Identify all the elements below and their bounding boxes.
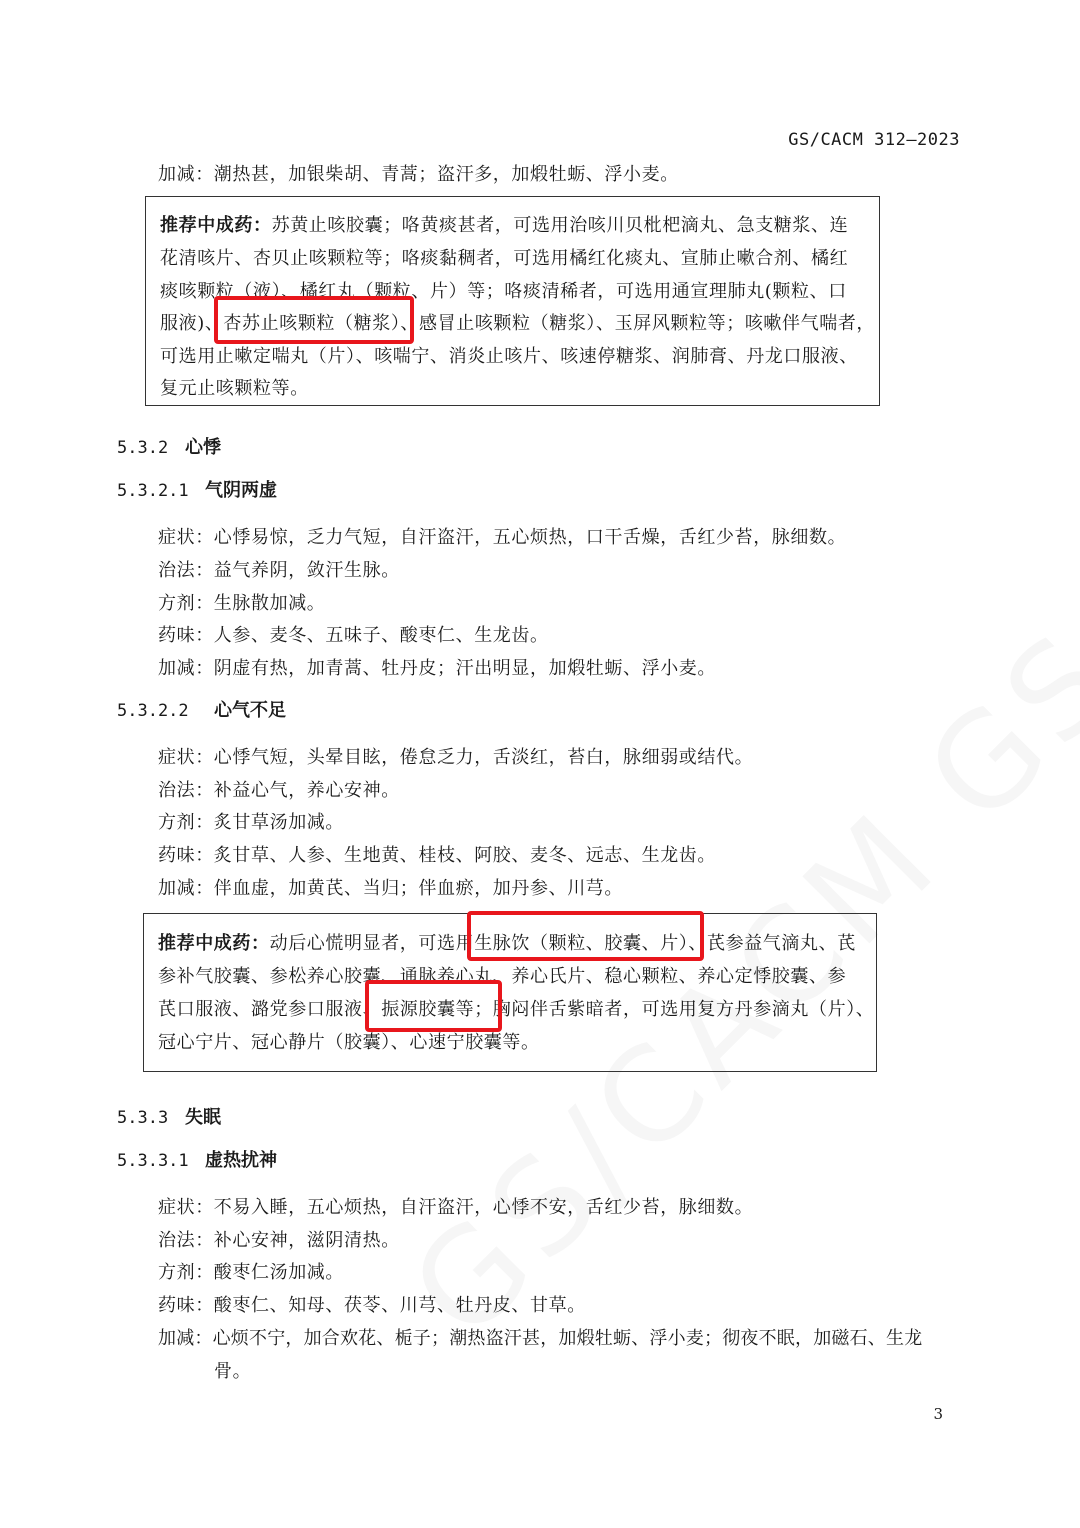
section-heading: 5.3.3 失眠 xyxy=(117,1107,221,1128)
box-label: 推荐中成药： xyxy=(160,215,272,236)
subsection-heading: 5.3.2.1 气阴两虚 xyxy=(117,480,277,501)
box-line: 花清咳片、杏贝止咳颗粒等；咯痰黏稠者，可选用橘红化痰丸、宣肺止嗽合剂、橘红 xyxy=(160,248,849,269)
box-line: 参补气胶囊、参松养心胶囊、通脉养心丸、养心氏片、稳心颗粒、养心定悸胶囊、参 xyxy=(158,966,847,987)
body-line: 加减：心烦不宁，加合欢花、栀子；潮热盗汗甚，加煅牡蛎、浮小麦；彻夜不眠，加磁石、生龙 xyxy=(158,1328,923,1349)
body-line: 加减：伴血虚，加黄芪、当归；伴血瘀，加丹参、川芎。 xyxy=(158,878,623,899)
highlight-annotation xyxy=(467,911,704,961)
body-line: 骨。 xyxy=(214,1361,252,1382)
body-line: 药味：炙甘草、人参、生地黄、桂枝、阿胶、麦冬、远志、生龙齿。 xyxy=(158,845,716,866)
body-line: 药味：酸枣仁、知母、茯苓、川芎、牡丹皮、甘草。 xyxy=(158,1295,586,1316)
body-line: 症状：心悸气短，头晕目眩，倦怠乏力，舌淡红，苔白，脉细弱或结代。 xyxy=(158,747,754,768)
standard-code: GS/CACM 312—2023 xyxy=(788,130,960,150)
section-heading: 5.3.2 心悸 xyxy=(117,437,221,458)
body-line: 症状：心悸易惊，乏力气短，自汗盗汗，五心烦热，口干舌燥，舌红少苔，脉细数。 xyxy=(158,527,847,548)
box-line: 痰咳颗粒（液）、橘红丸（颗粒、片）等；咯痰清稀者，可选用通宣理肺丸(颗粒、口 xyxy=(160,281,847,302)
box-line: 可选用止嗽定喘丸（片）、咳喘宁、消炎止咳片、咳速停糖浆、润肺膏、丹龙口服液、 xyxy=(160,346,858,367)
box-label: 推荐中成药： xyxy=(158,933,270,954)
subsection-heading: 5.3.2.2 心气不足 xyxy=(117,700,286,721)
box-line: 服液)、杏苏止咳颗粒（糖浆）、感冒止咳颗粒（糖浆）、玉屏风颗粒等；咳嗽伴气喘者， xyxy=(160,313,876,334)
body-line: 方剂：生脉散加减。 xyxy=(158,593,326,614)
box-line: 复元止咳颗粒等。 xyxy=(160,378,309,399)
body-line: 治法：补益心气，养心安神。 xyxy=(158,780,400,801)
box-line: 冠心宁片、冠心静片（胶囊）、心速宁胶囊等。 xyxy=(158,1032,540,1053)
box-line: 推荐中成药：苏黄止咳胶囊；咯黄痰甚者，可选用治咳川贝枇杷滴丸、急支糖浆、连 xyxy=(160,215,849,236)
body-line: 加减：潮热甚，加银柴胡、青蒿；盗汗多，加煅牡蛎、浮小麦。 xyxy=(158,164,679,185)
body-line: 加减：阴虚有热，加青蒿、牡丹皮；汗出明显，加煅牡蛎、浮小麦。 xyxy=(158,658,716,679)
subsection-heading: 5.3.3.1 虚热扰神 xyxy=(117,1150,277,1171)
body-line: 药味：人参、麦冬、五味子、酸枣仁、生龙齿。 xyxy=(158,625,549,646)
highlight-annotation xyxy=(214,296,414,344)
highlight-annotation xyxy=(365,980,502,1032)
page-number: 3 xyxy=(933,1405,943,1423)
body-line: 方剂：炙甘草汤加减。 xyxy=(158,812,344,833)
body-line: 治法：益气养阴，敛汗生脉。 xyxy=(158,560,400,581)
body-line: 方剂：酸枣仁汤加减。 xyxy=(158,1262,344,1283)
box-line: 推荐中成药：动后心慌明显者，可选用生脉饮（颗粒、胶囊、片）、芪参益气滴丸、芪 xyxy=(158,933,856,954)
body-line: 症状：不易入睡，五心烦热，自汗盗汗，心悸不安，舌红少苔，脉细数。 xyxy=(158,1197,754,1218)
box-line: 芪口服液、潞党参口服液、振源胶囊等；胸闷伴舌紫暗者，可选用复方丹参滴丸（片）、 xyxy=(158,999,875,1020)
body-line: 治法：补心安神，滋阴清热。 xyxy=(158,1230,400,1251)
